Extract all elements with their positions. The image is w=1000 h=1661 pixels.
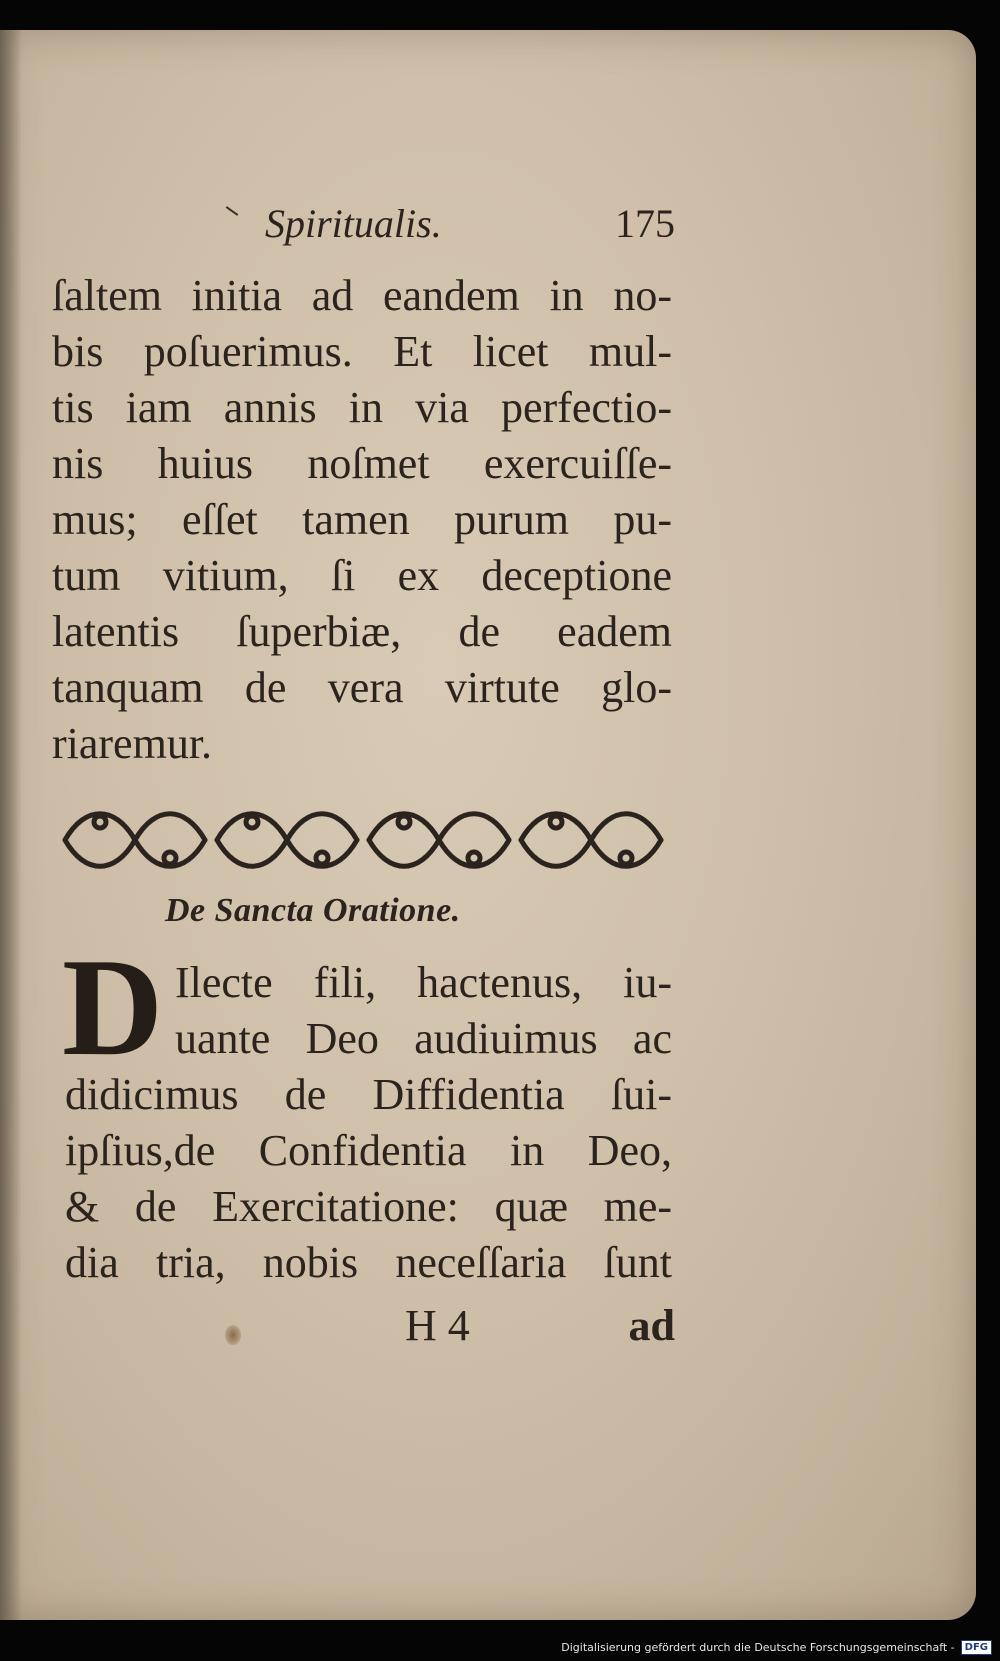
running-header: [265, 200, 675, 250]
section-heading: De Sancta Oratione.: [165, 892, 461, 929]
drop-capital: D: [62, 930, 164, 1085]
text-block-beside-dropcap: [175, 955, 672, 1067]
ornament-unit: [521, 814, 661, 867]
dfg-logo-icon: DFG: [961, 1640, 992, 1655]
text-line: ſaltem initia ad eandem in no-: [52, 271, 672, 320]
ornament-unit: [217, 814, 357, 867]
text-line: tanquam de vera virtute glo-: [52, 663, 672, 712]
ornament-unit: [369, 814, 509, 867]
text-line: Ilecte fili, hactenus, iu-: [175, 958, 672, 1007]
text-line: tum vitium, ſi ex deceptione: [52, 551, 672, 600]
text-line: dia tria, nobis neceſſaria ſunt: [65, 1238, 672, 1287]
ornamental-band: [60, 800, 668, 880]
ink-mark: [226, 206, 239, 216]
running-title: Spiritualis.: [265, 201, 442, 246]
text-block-continuation: [52, 268, 672, 772]
text-line: mus; eſſet tamen purum pu-: [52, 495, 672, 544]
paper-stain: [225, 1325, 241, 1345]
text-line: tis iam annis in via perfectio-: [52, 383, 672, 432]
catchword: ad: [628, 1301, 675, 1350]
text-line: riaremur.: [52, 719, 213, 768]
book-page: [0, 30, 976, 1620]
ornament-unit: [65, 814, 205, 867]
text-line: bis poſuerimus. Et licet mul-: [52, 327, 672, 376]
text-block-section: [65, 1067, 672, 1291]
text-line: didicimus de Diffidentia ſui-: [65, 1070, 672, 1119]
text-line: uante Deo audiuimus ac: [175, 1014, 672, 1063]
funding-credit: Digitalisierung gefördert durch die Deutsche Forschungsgemeinschaft -: [561, 1640, 955, 1654]
digitization-footer: [561, 1637, 992, 1657]
page-number: 175: [615, 201, 675, 246]
text-line: latentis ſuperbiæ, de eadem: [52, 607, 672, 656]
text-line: nis huius noſmet exercuiſſe-: [52, 439, 672, 488]
text-line: & de Exercitatione: quæ me-: [65, 1182, 672, 1231]
signature-mark: H 4: [405, 1301, 470, 1350]
text-line: ipſius,de Confidentia in Deo,: [65, 1126, 672, 1175]
